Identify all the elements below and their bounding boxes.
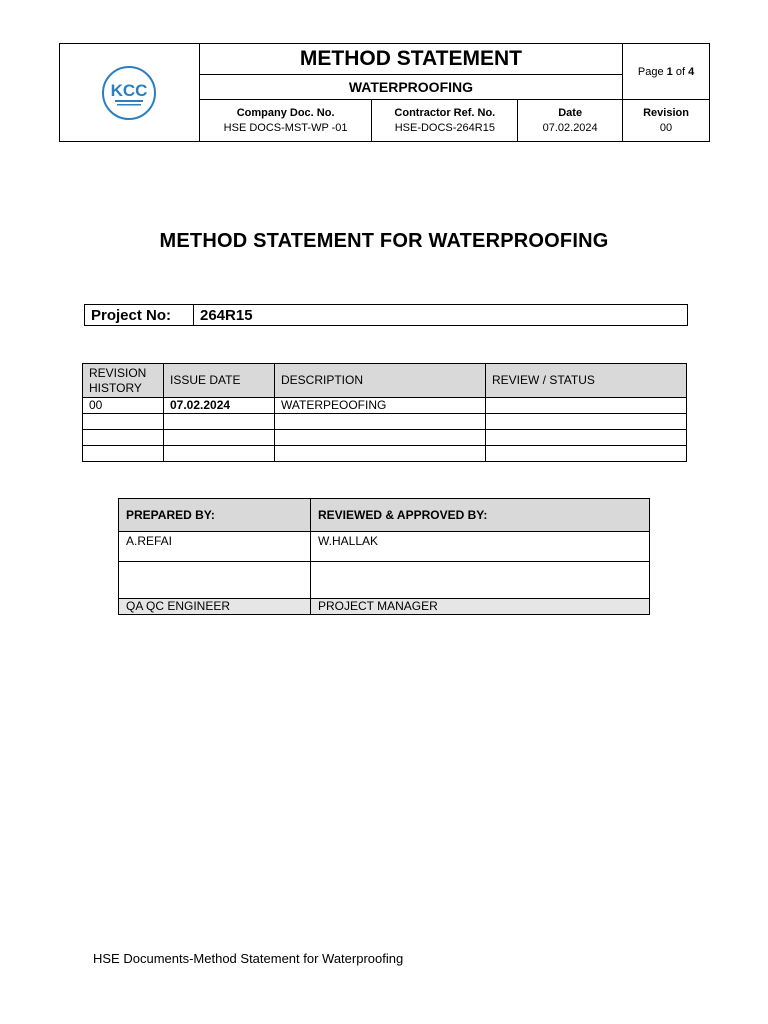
table-cell bbox=[83, 414, 164, 430]
table-cell bbox=[486, 414, 687, 430]
table-row bbox=[83, 398, 687, 414]
table-row bbox=[83, 430, 687, 446]
preparer-name: A.REFAI bbox=[119, 532, 311, 562]
column-header: ISSUE DATE bbox=[164, 364, 275, 398]
table-cell bbox=[486, 446, 687, 462]
project-number-value: 264R15 bbox=[194, 305, 688, 326]
table-cell: 07.02.2024 bbox=[164, 398, 275, 414]
table-cell bbox=[164, 446, 275, 462]
column-header: REVIEW / STATUS bbox=[486, 364, 687, 398]
approval-table bbox=[118, 498, 650, 615]
approved-by-header: REVIEWED & APPROVED BY: bbox=[311, 499, 650, 532]
table-row bbox=[83, 446, 687, 462]
svg-text:KCC: KCC bbox=[110, 80, 148, 100]
revision-history-table bbox=[82, 363, 687, 462]
table-cell bbox=[275, 430, 486, 446]
table-cell bbox=[164, 430, 275, 446]
project-number-label: Project No: bbox=[85, 305, 194, 326]
document-header bbox=[59, 43, 710, 142]
page-footer: HSE Documents-Method Statement for Waterproofing bbox=[93, 951, 404, 966]
table-cell bbox=[164, 414, 275, 430]
document-title: METHOD STATEMENT FOR WATERPROOFING bbox=[159, 230, 609, 252]
table-cell bbox=[486, 430, 687, 446]
revision-cell: Revision 00 bbox=[623, 100, 710, 142]
table-cell bbox=[83, 430, 164, 446]
logo-cell bbox=[60, 44, 200, 142]
project-number-table bbox=[84, 304, 688, 326]
table-cell bbox=[486, 398, 687, 414]
table-cell: 00 bbox=[83, 398, 164, 414]
page-indicator: Page 1 of 4 bbox=[623, 44, 710, 100]
table-cell bbox=[275, 446, 486, 462]
column-header: REVISION HISTORY bbox=[83, 364, 164, 398]
table-cell: WATERPEOOFING bbox=[275, 398, 486, 414]
contractor-ref-cell: Contractor Ref. No. HSE-DOCS-264R15 bbox=[372, 100, 518, 142]
table-cell bbox=[275, 414, 486, 430]
date-cell: Date 07.02.2024 bbox=[518, 100, 623, 142]
header-title: METHOD STATEMENT bbox=[199, 44, 622, 75]
prepared-by-header: PREPARED BY: bbox=[119, 499, 311, 532]
approver-signature bbox=[311, 562, 650, 599]
preparer-signature bbox=[119, 562, 311, 599]
table-row bbox=[83, 414, 687, 430]
preparer-role: QA QC ENGINEER bbox=[119, 599, 311, 615]
approver-role: PROJECT MANAGER bbox=[311, 599, 650, 615]
header-subtitle: WATERPROOFING bbox=[199, 75, 622, 100]
approver-name: W.HALLAK bbox=[311, 532, 650, 562]
table-cell bbox=[83, 446, 164, 462]
column-header: DESCRIPTION bbox=[275, 364, 486, 398]
company-logo bbox=[101, 65, 157, 121]
company-doc-cell: Company Doc. No. HSE DOCS-MST-WP -01 bbox=[199, 100, 372, 142]
